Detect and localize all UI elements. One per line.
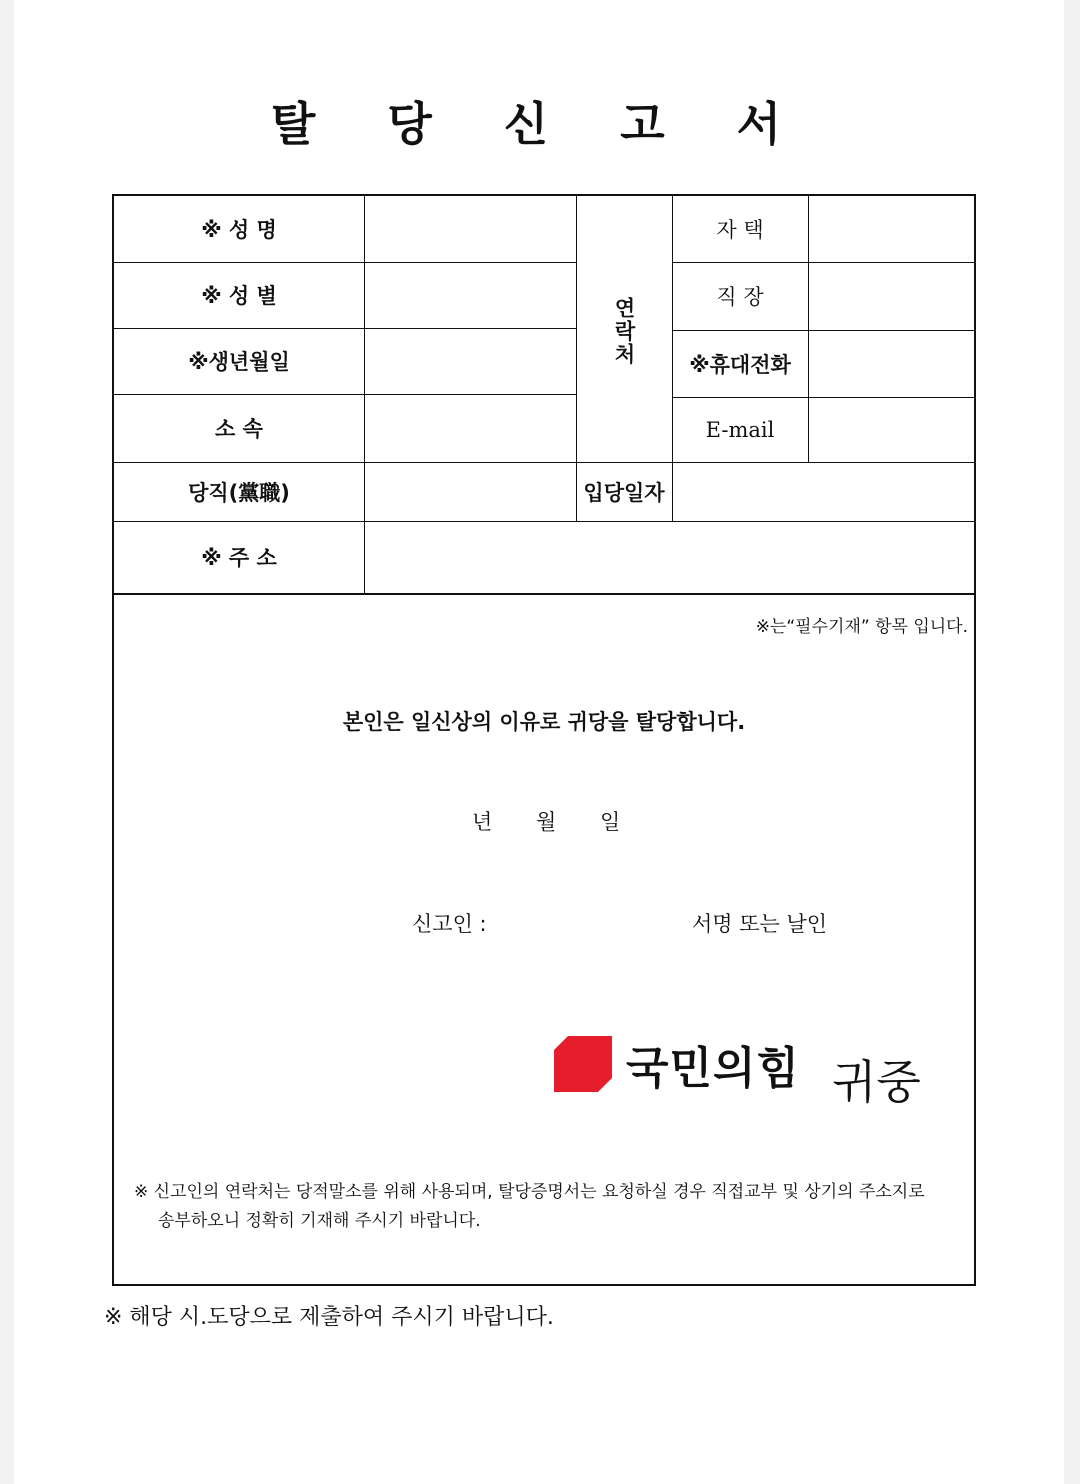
footer-note-line1: ※ 신고인의 연락처는 당적말소를 위해 사용되며, 탈당증명서는 요청하실 경우 직접교부 및 상기의 주소지로 xyxy=(134,1182,925,1202)
submission-note: ※ 해당 시.도당으로 제출하여 주시기 바랍니다. xyxy=(104,1305,554,1330)
affiliation-input[interactable] xyxy=(364,394,576,462)
affiliation-label: 소 속 xyxy=(215,417,263,441)
mobile-phone-input[interactable] xyxy=(808,330,974,397)
work-phone-input[interactable] xyxy=(808,262,974,330)
name-label: ※ 성 명 xyxy=(201,218,277,242)
address-input[interactable] xyxy=(364,521,974,593)
withdrawal-statement: 본인은 일신상의 이유로 귀당을 탈당합니다. xyxy=(342,710,746,734)
birth-date-input[interactable] xyxy=(364,328,576,394)
date-day-label: 일 xyxy=(600,810,621,834)
party-logo-icon xyxy=(554,1036,612,1092)
address-label: ※ 주 소 xyxy=(201,546,277,570)
home-phone-input[interactable] xyxy=(808,196,974,262)
email-label: E-mail xyxy=(705,417,775,442)
birth-date-label: ※생년월일 xyxy=(188,350,290,374)
withdrawal-form xyxy=(112,194,976,1286)
email-input[interactable] xyxy=(808,397,974,462)
name-input[interactable] xyxy=(364,196,576,262)
gender-label: ※ 성 별 xyxy=(201,284,277,308)
mobile-phone-label: ※휴대전화 xyxy=(689,352,791,377)
party-logo-text: 국민의힘 xyxy=(626,1043,801,1094)
document-title: 탈 당 신 고 서 xyxy=(270,97,810,151)
gender-input[interactable] xyxy=(364,262,576,328)
join-date-label: 입당일자 xyxy=(583,480,665,505)
date-month-label: 월 xyxy=(536,810,557,834)
join-date-input[interactable] xyxy=(672,462,974,521)
required-fields-note: ※는“필수기재” 항목 입니다. xyxy=(755,617,968,637)
party-post-input[interactable] xyxy=(364,462,576,521)
signature-hint: 서명 또는 날인 xyxy=(692,912,828,936)
table-bottom-border xyxy=(114,593,974,595)
date-year-label: 년 xyxy=(472,810,493,834)
home-phone-label: 자 택 xyxy=(716,218,764,242)
footer-note xyxy=(134,1178,944,1236)
addressee: 귀중 xyxy=(832,1055,921,1109)
contact-label: 연락처 xyxy=(612,296,636,366)
party-post-label: 당직(黨職) xyxy=(188,480,290,505)
footer-note-line2: 송부하오니 정확히 기재해 주시기 바랍니다. xyxy=(158,1211,481,1231)
work-phone-label: 직 장 xyxy=(716,285,764,309)
signer-label: 신고인 : xyxy=(412,912,487,936)
